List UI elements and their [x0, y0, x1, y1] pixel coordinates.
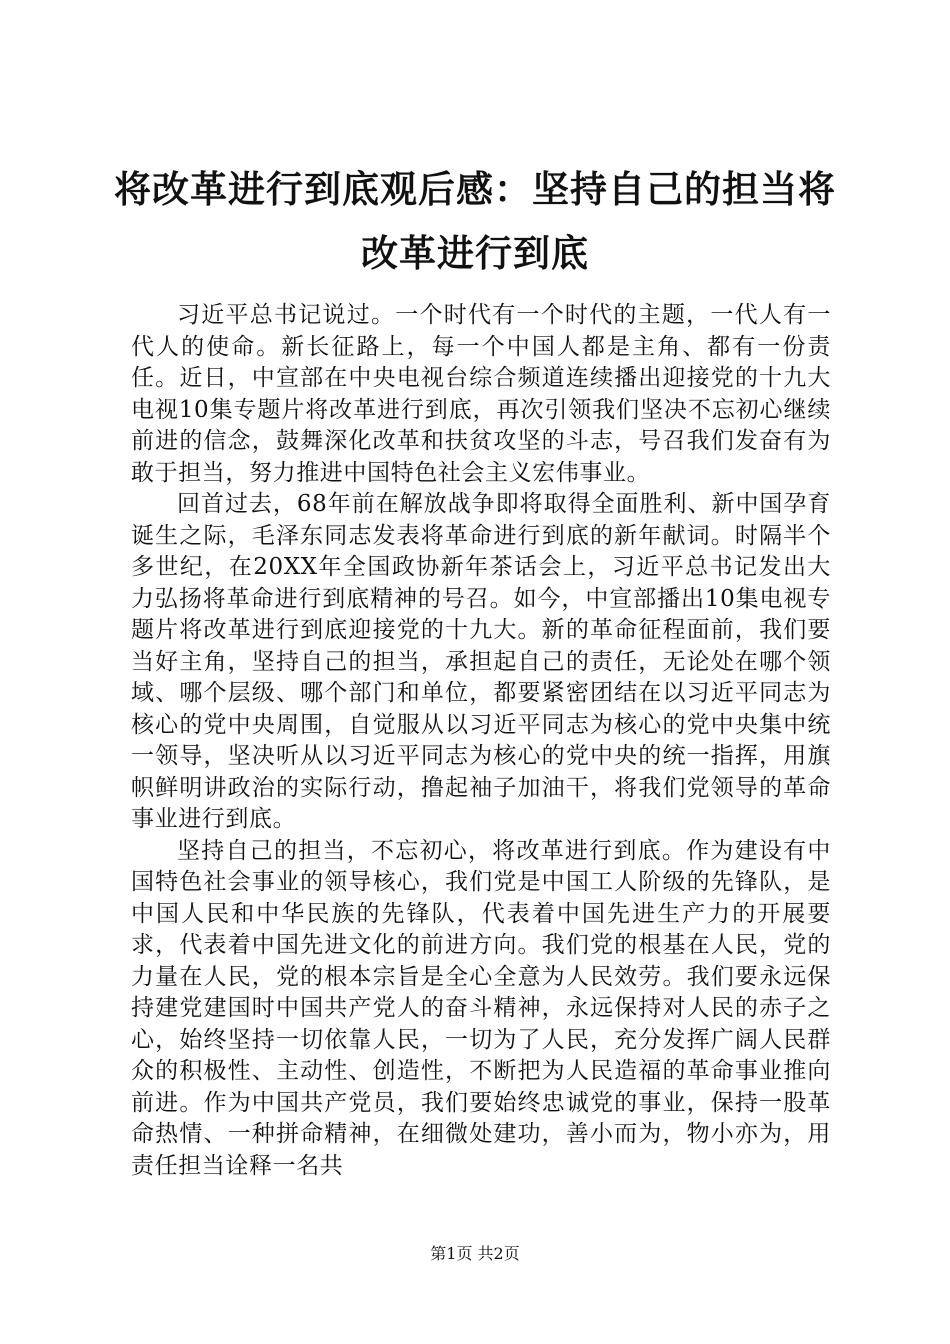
- page-number-footer: 第1页 共2页: [430, 1244, 520, 1263]
- document-body: [131, 300, 831, 1182]
- paragraph-3: 坚持自己的担当，不忘初心，将改革进行到底。作为建设有中国特色社会事业的领导核心，我们党是中国工人阶级的先锋队，是中国人民和中华民族的先锋队，代表着中国先进生产力的开展要求，代表着中国先进文化的前进方向。我们党的根基在人民，党的力量在人民，党的根本宗旨是全心全意为人民效劳。我们要永远保持建党建国时中国共产党人的奋斗精神，永远保持对人民的赤子之心，始终坚持一切依靠人民，一切为了人民，充分发挥广阔人民群众的积极性、主动性、创造性，不断把为人民造福的革命事业推向前进。作为中国共产党员，我们要始终忠诚党的事业，保持一股革命热情、一种拼命精神，在细微处建功，善小而为，物小亦为，用责任担当诠释一名共: [131, 837, 831, 1179]
- paragraph-1: 习近平总书记说过。一个时代有一个时代的主题，一代人有一代人的使命。新长征路上，每一个中国人都是主角、都有一份责任。近日，中宣部在中央电视台综合频道连续播出迎接党的十九大电视10集专题片将改革进行到底，再次引领我们坚决不忘初心继续前进的信念，鼓舞深化改革和扶贫攻坚的斗志，号召我们发奋有为敢于担当，努力推进中国特色社会主义宏伟事业。: [131, 302, 831, 486]
- paragraph-2: 回首过去，68年前在解放战争即将取得全面胜利、新中国孕育诞生之际，毛泽东同志发表将革命进行到底的新年献词。时隔半个多世纪，在20XX年全国政协新年茶话会上，习近平总书记发出大力弘扬将革命进行到底精神的号召。如今，中宣部播出10集电视专题片将改革进行到底迎接党的十九大。新的革命征程面前，我们要当好主角，坚持自己的担当，承担起自己的责任，无论处在哪个领域、哪个层级、哪个部门和单位，都要紧密团结在以习近平同志为核心的党中央周围，自觉服从以习近平同志为核心的党中央集中统一领导，坚决听从以习近平同志为核心的党中央的统一指挥，用旗帜鲜明讲政治的实际行动，撸起袖子加油干，将我们党领导的革命事业进行到底。: [131, 491, 831, 832]
- document-title: 将改革进行到底观后感：坚持自己的担当将改革进行到底: [114, 168, 836, 275]
